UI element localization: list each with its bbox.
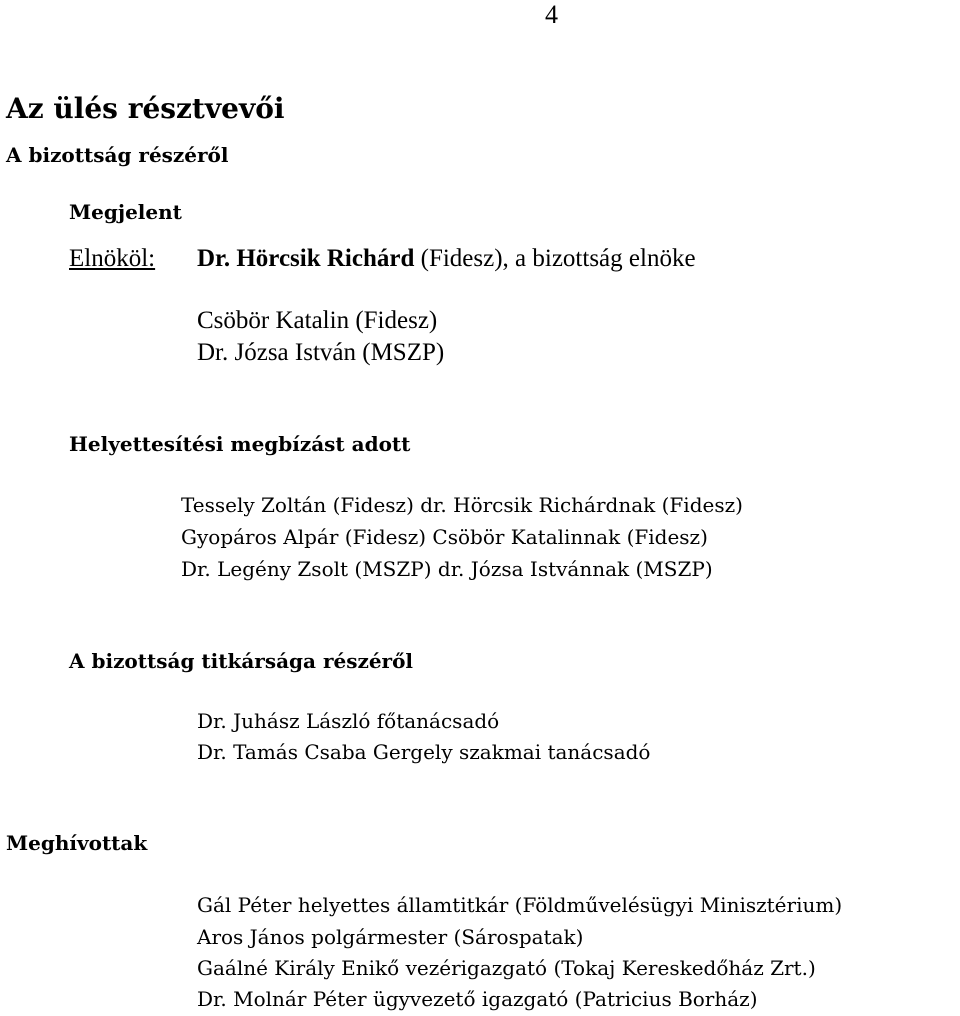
chair-line <box>197 245 696 273</box>
page-number: 4 <box>545 0 558 29</box>
chair-name: Dr. Hörcsik Richárd <box>197 245 415 272</box>
present-heading: Megjelent <box>69 200 182 224</box>
staff-row: Dr. Tamás Csaba Gergely szakmai tanácsadó <box>197 740 651 764</box>
secretariat-heading: A bizottság titkársága részéről <box>69 649 414 673</box>
guest-row: Gaálné Király Enikő vezérigazgató (Tokaj Kereskedőház Zrt.) <box>197 956 816 980</box>
guest-row: Gál Péter helyettes államtitkár (Földművelésügyi Minisztérium) <box>197 893 843 917</box>
guest-row: Dr. Molnár Péter ügyvezető igazgató (Patricius Borház) <box>197 987 758 1011</box>
document-title: Az ülés résztvevői <box>6 92 285 125</box>
substitution-heading: Helyettesítési megbízást adott <box>69 432 411 456</box>
guest-row: Aros János polgármester (Sárospatak) <box>197 925 584 949</box>
member-row: Csöbör Katalin (Fidesz) <box>197 307 438 334</box>
chair-role: (Fidesz), a bizottság elnöke <box>414 245 696 272</box>
substitution-row: Dr. Legény Zsolt (MSZP) dr. Józsa Istvánnak (MSZP) <box>181 557 713 581</box>
substitution-row: Gyopáros Alpár (Fidesz) Csöbör Katalinnak (Fidesz) <box>181 525 708 549</box>
committee-heading: A bizottság részéről <box>6 143 229 167</box>
substitution-row: Tessely Zoltán (Fidesz) dr. Hörcsik Richárdnak (Fidesz) <box>181 493 743 517</box>
invited-heading: Meghívottak <box>6 831 148 855</box>
member-row: Dr. Józsa István (MSZP) <box>197 339 445 366</box>
chair-label: Elnököl: <box>69 245 156 272</box>
staff-row: Dr. Juhász László főtanácsadó <box>197 709 500 733</box>
